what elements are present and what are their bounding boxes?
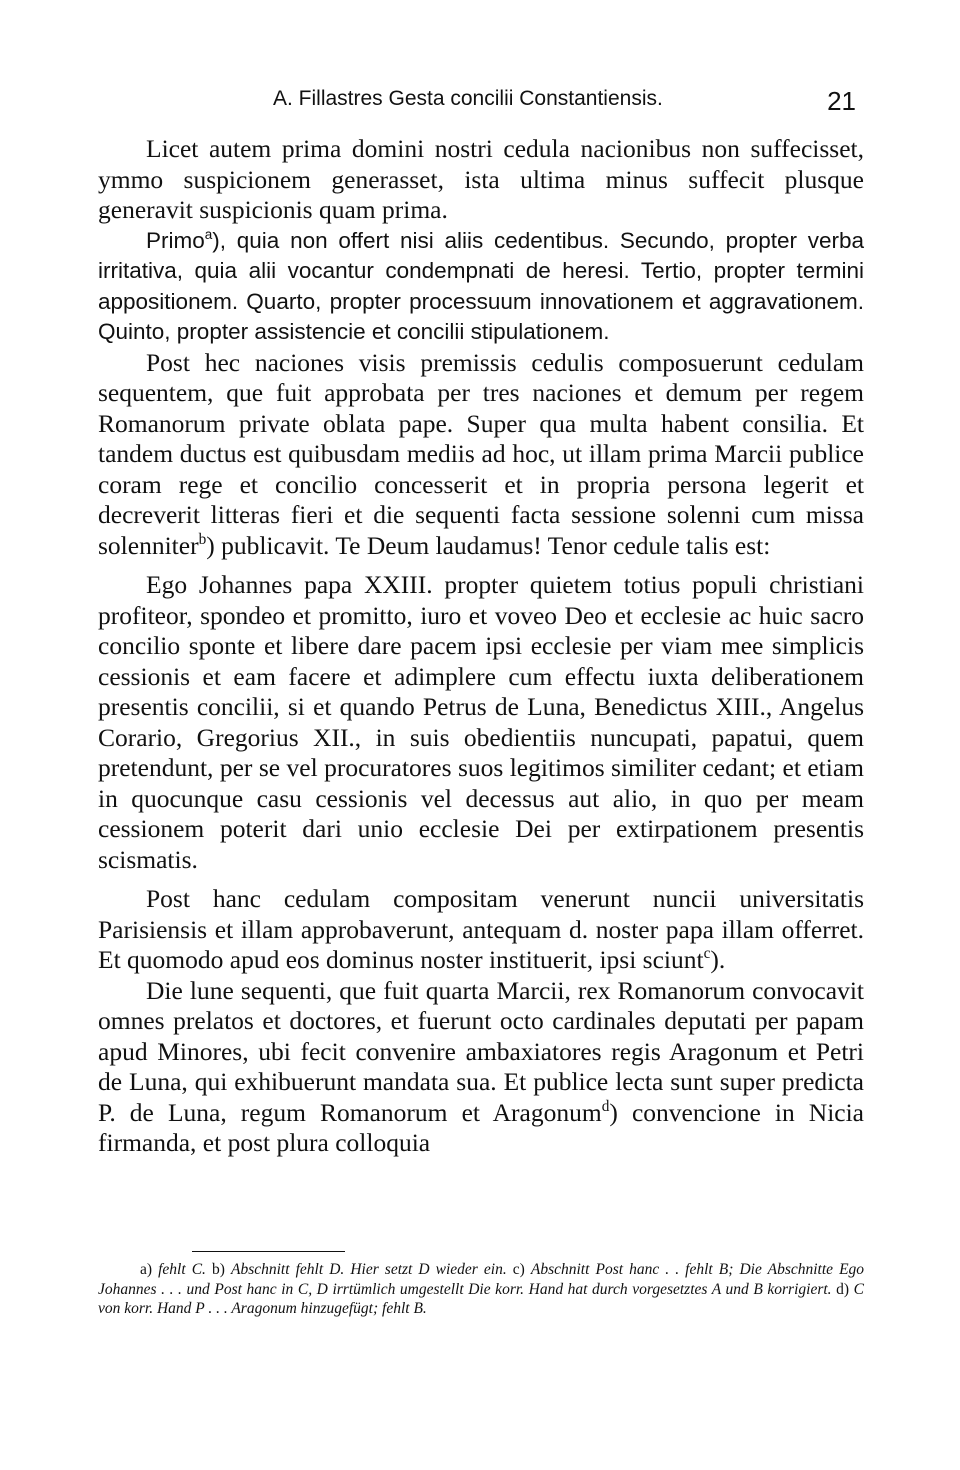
body-text <box>98 134 864 1159</box>
footnote-ref: a <box>204 226 213 242</box>
paragraph: Licet autem prima domini nostri cedula nacionibus non suffecisset, ymmo suspicionem generasset, ista ultima minus suffecit plusque generavit suspicionis quam prima. <box>98 134 864 224</box>
paragraph: Primo$^a$), quia non offert nisi aliis cedentibus. Secundo, propter verba irritativa, quia alii vocantur condempnati de heresi. Tertio, propter termini appositionem. Quarto, propter processuum innovationem et aggravationem. Quinto, propter assistencie et concilii stipulationem. <box>98 226 864 344</box>
footnote-a-mark: a) <box>140 1261 153 1278</box>
footnote-c-mark: c) <box>512 1261 525 1278</box>
paragraph: Ego Johannes papa XXIII. propter quietem totius populi christiani profiteor, spondeo et promitto, iuro et voveo Deo et ecclesie ac huic sacro concilio sponte et libere dare pacem ipsi ecclesie per viam mee simplicis cessionis et eam facere et adimplere cum effectu iuxta deliberationem presentis concilii, si et quando Petrus de Luna, Benedictus XIII., Angelus Corario, Gregorius XII., in suis obedientiis nuncupati, papatui, quem pretendunt, per se vel procuratores suos legitimos similiter cedant; et etiam in quocunque casu cessionis vel decessus aut alio, in quo per meam cessionem poterit dari unio ecclesie Dei per extirpationem presentis scismatis. <box>98 570 864 874</box>
footnote-rule <box>192 1251 345 1252</box>
footnote-a: fehlt C. <box>158 1261 206 1278</box>
footnotes <box>98 1260 864 1319</box>
page-number: 21 <box>827 86 856 116</box>
paragraph: Die lune sequenti, que fuit quarta Marcii, rex Romanorum convocavit omnes prelatos et doctores, et fuerunt octo cardinales deputati per papam apud Minores, ubi fecit convenire ambaxiatores regis Aragonum et Petri de Luna, qui exhibuerunt mandata sua. Et publice lecta sunt super predicta P. de Luna, regum Romanorum et Aragonum$^d$) convencione in Nicia firmanda, et post plura colloquia <box>98 975 865 1157</box>
footnote-d-mark: d) <box>836 1280 850 1298</box>
footnote-ref: d <box>601 1097 610 1115</box>
footnote-c: Post hanc . . fehlt B; Die Abschnitte Ego Johannes . . . und Post hanc in C, D irrtümlich umgestellt Die korr. Hand hat durch vorgesetztes A und B korrigiert. <box>98 1261 865 1298</box>
paragraph: Post hanc cedulam compositam venerunt nuncii universitatis Parisiensis et illam approbaverunt, antequam d. noster papa illam offerret. Et quomodo apud eos dominus noster instituerit, ipsi sciunt$^c$). <box>98 884 864 974</box>
footnote-b-mark: b) <box>212 1261 225 1278</box>
paragraph: Post hec naciones visis premissis cedulis composuerunt cedulam sequentem, que fuit approbata per tres naciones et demum per regem Romanorum private oblata pape. Super qua multa habent consilia. Et tandem ductus est quibusdam mediis ad hoc, ut illam prima Marcii publice coram rege et concilio concesserit et in propria persona legerit et decreverit litteras fieri et die sequenti facta sessione solenni cum missa solenniter$^b$) publicavit. Te Deum laudamus! Tenor cedule talis est: <box>98 347 864 560</box>
running-header <box>98 84 864 114</box>
footnote-b: Abschnitt fehlt D. Hier setzt D wieder ein. <box>230 1261 507 1278</box>
footnote-c-label: Abschnitt <box>530 1261 590 1278</box>
footnote-ref: b <box>198 530 207 548</box>
footnote-ref: c <box>703 945 711 963</box>
running-title: A. Fillastres Gesta concilii Constantiensis. <box>273 87 663 110</box>
footnote-d: C von korr. Hand P . . . Aragonum hinzugefügt; fehlt B. <box>98 1280 865 1317</box>
